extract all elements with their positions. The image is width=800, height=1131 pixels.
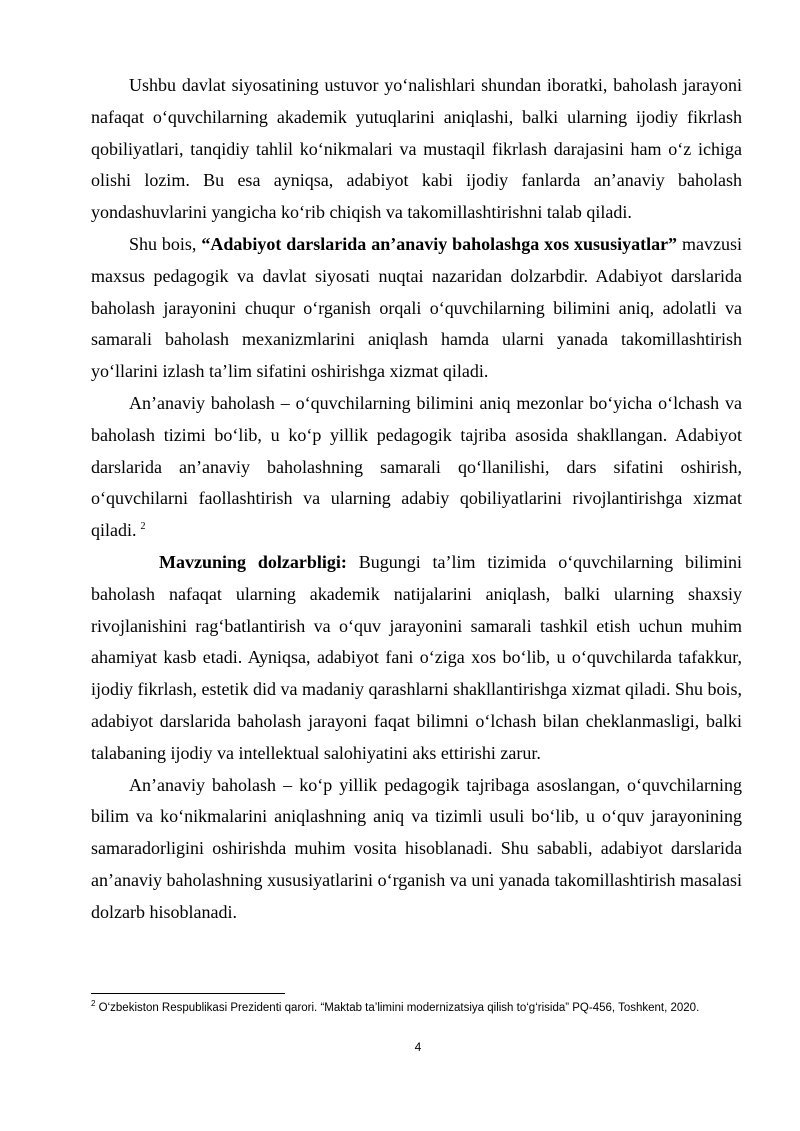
footnote-number: 2 [91, 999, 96, 1009]
paragraph-2 [91, 229, 742, 388]
paragraph-2-lead: Shu bois, [129, 233, 202, 254]
paragraph-5: An’anaviy baholash – ko‘p yillik pedagogik tajribaga asoslangan, o‘quvchilarning bilim va ko‘nikmalarini aniqlashning aniq va tizimli usuli bo‘lib, u o‘quv jarayonining samaradorligini oshirishda muhim vosita hisoblanadi. Shu sababli, adabiyot darslarida an’anaviy baholashning xususiyatlarini o‘rganish va uni yanada takomillashtirish masalasi dolzarb hisoblanadi. [91, 774, 742, 922]
page-number: 4 [414, 1040, 422, 1054]
paragraph-2-text: mavzusi maxsus pedagogik va davlat siyosati nuqtai nazaridan dolzarbdir. Adabiyot darslarida baholash jarayonini chuqur o‘rganish orqali o‘quvchilarning bilimini aniq, adolatli va samarali baholash mexanizmlarini aniqlash hamda ularni yanada takomillashtirish yo‘llarini izlash ta’lim sifatini oshirishga xizmat qiladi. [91, 233, 742, 382]
paragraph-4 [91, 547, 742, 770]
topic-title: “Adabiyot darslarida an’anaviy baholashga xos xususiyatlar” [201, 233, 678, 254]
relevance-heading: Mavzuning dolzarbligi: [159, 551, 347, 572]
paragraph-3 [91, 388, 742, 547]
footnote-separator [91, 993, 285, 994]
body-text [91, 70, 742, 929]
paragraph-1: Ushbu davlat siyosatining ustuvor yo‘nalishlari shundan iboratki, baholash jarayoni nafaqat o‘quvchilarning akademik yutuqlarini aniqlashi, balki ularning ijodiy fikrlash qobiliyatlari, tanqidiy tahlil ko‘nikmalari va mustaqil fikrlash darajasini ham o‘z ichiga olishi lozim. Bu esa ayniqsa, adabiyot kabi ijodiy fanlarda an’anaviy baholash yondashuvlarini yangicha ko‘rib chiqish va takomillashtirishni talab qiladi. [91, 75, 742, 223]
footnote-reference[interactable]: 2 [140, 521, 146, 533]
footnote [91, 998, 742, 1018]
footnote-text: O‘zbekiston Respublikasi Prezidenti qarori. “Maktab ta’limini modernizatsiya qilish to‘g‘risida” PQ-456, Toshkent, 2020. [95, 1002, 700, 1014]
paragraph-3-text: An’anaviy baholash – o‘quvchilarning bilimini aniq mezonlar bo‘yicha o‘lchash va baholash tizimi bo‘lib, u ko‘p yillik pedagogik tajriba asosida shakllangan. Adabiyot darslarida an’anaviy baholashning samarali qo‘llanilishi, dars sifatini oshirish, o‘quvchilarni faollashtirish va ularning adabiy qobiliyatlarini rivojlantirishga xizmat qiladi. [91, 392, 742, 541]
paragraph-4-text: Bugungi ta’lim tizimida o‘quvchilarning bilimini baholash nafaqat ularning akademik natijalarini aniqlash, balki ularning shaxsiy rivojlanishini rag‘batlantirish va o‘quv jarayonini samarali tashkil etish uchun muhim ahamiyat kasb etadi. Ayniqsa, adabiyot fani o‘ziga xos bo‘lib, u o‘quvchilarda tafakkur, ijodiy fikrlash, estetik did va madaniy qarashlarni shakllantirishga xizmat qiladi. Shu bois, adabiyot darslarida baholash jarayoni faqat bilimni o‘lchash bilan cheklanmasligi, balki talabaning ijodiy va intellektual salohiyatini aks ettirishi zarur. [91, 551, 743, 763]
